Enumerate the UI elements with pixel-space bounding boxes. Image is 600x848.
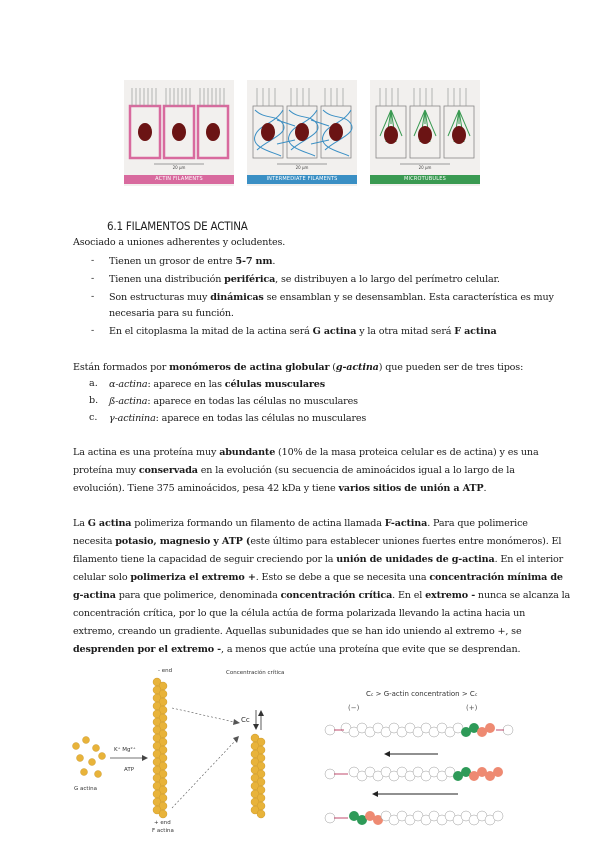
diagram-treadmilling xyxy=(318,690,528,836)
f-actin-label: F actina xyxy=(152,828,174,834)
panel-actin-filaments xyxy=(124,80,234,186)
list-item: Son estructuras muy dinámicas se ensamblan y se desensamblan. Esta característica es muy xyxy=(109,292,554,303)
caption-actin: ACTIN FILAMENTS xyxy=(124,175,234,184)
intermediate-cells-illustration xyxy=(247,80,357,186)
plus-end-label: (+) xyxy=(466,704,478,712)
actin-cells-illustration xyxy=(124,80,234,186)
atp-label: ATP xyxy=(124,767,135,773)
section-heading: 6.1 FILAMENTOS DE ACTINA xyxy=(107,219,248,233)
scale-label: 20 μm xyxy=(295,165,309,170)
intro-text: Asociado a uniones adherentes y ocludentes. xyxy=(73,237,286,248)
g-actin-label: G actina xyxy=(74,786,97,792)
microtubule-cells-illustration xyxy=(370,80,480,186)
panel-microtubules xyxy=(370,80,480,186)
plus-end-label: + end xyxy=(154,820,171,826)
minus-end-label: - end xyxy=(158,668,173,674)
list-item: Tienen un grosor de entre 5-7 nm. xyxy=(109,256,276,267)
list-item: Tienen una distribución periférica, se distribuyen a lo largo del perímetro celular. xyxy=(109,274,500,285)
caption-intermediate: INTERMEDIATE FILAMENTS xyxy=(247,175,357,184)
f-actin-filament xyxy=(153,678,167,818)
ions-label: K⁺ Mg²⁺ xyxy=(114,747,136,753)
diagram-polymerization xyxy=(66,668,306,838)
list-item: γ-actinina: aparece en todas las células no musculares xyxy=(109,413,367,424)
monomers-intro: Están formados por monómeros de actina globular (g-actina) que pueden ser de tres tipos: xyxy=(73,362,524,373)
list-item: α-actina: aparece en las células musculares xyxy=(109,379,326,390)
scale-label: 20 μm xyxy=(418,165,432,170)
cc-label: Cc xyxy=(241,716,250,724)
treadmilling-illustration xyxy=(318,690,528,836)
list-item-continuation: necesaria para su función. xyxy=(109,308,234,319)
minus-end-label: (−) xyxy=(348,704,360,712)
polymerization-illustration xyxy=(66,668,306,838)
scale-label: 20 μm xyxy=(172,165,186,170)
list-item: ß-actina: aparece en todas las células no musculares xyxy=(109,396,358,407)
short-filament xyxy=(251,734,265,818)
treadmilling-title: Cc > G-actin concentration > Cc xyxy=(366,690,478,698)
caption-microtubules: MICROTUBULES xyxy=(370,175,480,184)
critical-concentration-label: Concentración crítica xyxy=(226,670,285,676)
list-item: En el citoplasma la mitad de la actina será G actina y la otra mitad será F actina xyxy=(109,326,497,337)
panel-intermediate-filaments xyxy=(247,80,357,186)
